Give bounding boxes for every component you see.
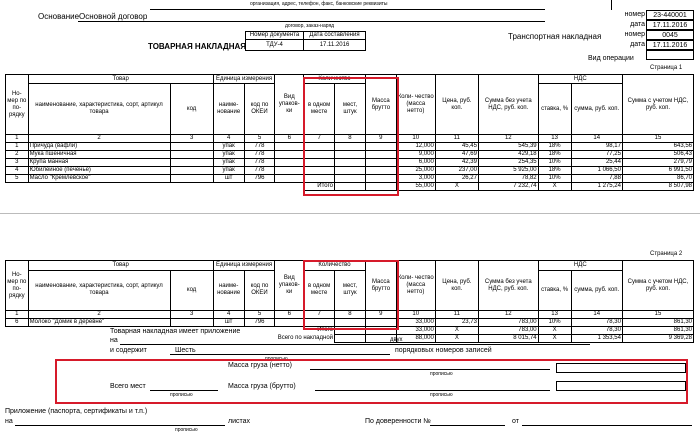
col-unit-name-header: наиме- нование — [213, 84, 244, 135]
colnum: 15 — [622, 311, 693, 319]
col-pack-header: Вид упаков- ки — [275, 75, 304, 135]
app-label: Приложение (паспорта, сертификаты и т.п.) — [5, 408, 148, 415]
cell-net: 25,000 — [396, 167, 435, 175]
cell-price: 45,45 — [435, 143, 478, 151]
col-sum-header: Сумма без учета НДС, руб. коп. — [478, 261, 538, 311]
col-vat-rate-header: ставка, % — [538, 270, 571, 310]
colnum: 10 — [396, 135, 435, 143]
col-gross-header: Масса брутто — [365, 261, 396, 311]
col-vat-sum-header: сумма, руб. коп. — [571, 84, 622, 135]
cell-okei: 796 — [244, 319, 275, 327]
net-mass-line — [310, 369, 550, 370]
table-2-grand-rate: X — [538, 335, 571, 343]
table-2-grand-vat: 1 353,54 — [571, 335, 622, 343]
cell-net: 3,000 — [396, 175, 435, 183]
rb-value-4: 17.11.2016 — [646, 40, 694, 50]
from-line — [522, 425, 692, 426]
org-caption: организация, адрес, телефон, факс, банковские реквизиты — [250, 1, 388, 7]
six-word: Шесть — [175, 347, 196, 354]
page-2-label: Страница 2 — [650, 251, 683, 257]
col-goods-name-header: наименование, характеристика, сорт, артикул товара — [28, 270, 170, 310]
colnum: 11 — [435, 311, 478, 319]
cell-n: 3 — [6, 159, 29, 167]
propis-caption-5: прописью — [175, 427, 198, 433]
col-pack-header: Вид упаков- ки — [275, 261, 304, 311]
cell-total: 6 991,50 — [622, 167, 693, 175]
col-unit-header: Единица измерения — [213, 261, 275, 271]
proxy-line — [430, 425, 505, 426]
col-goods-header: Товар — [28, 261, 213, 271]
cell-rate: 18% — [538, 167, 571, 175]
cell-net: 9,000 — [396, 151, 435, 159]
colnum: 9 — [365, 311, 396, 319]
doc-date-label: Дата составления — [304, 32, 366, 40]
cell-n: 4 — [6, 167, 29, 175]
sheets-label: листах — [228, 418, 251, 425]
col-vat-rate-header: ставка, % — [538, 84, 571, 135]
waybill-label: Транспортная накладная — [508, 32, 602, 41]
rb-label-2: дата — [630, 21, 645, 28]
page-1-label: Страница 1 — [650, 65, 683, 71]
col-qty-header: Количество — [304, 75, 366, 84]
highlight-quantity-2 — [303, 260, 399, 330]
records-label: порядковых номеров записей — [395, 347, 492, 354]
rb-label-3: номер — [624, 31, 645, 38]
colnum: 14 — [571, 135, 622, 143]
cell-vat: 77,25 — [571, 151, 622, 159]
cell-unit: шт — [213, 175, 244, 183]
doc-number-label: Номер документа — [246, 32, 304, 40]
attach-label: Товарная накладная имеет приложение — [110, 328, 241, 335]
col-qty-places-header: мест, штук — [335, 270, 366, 310]
cell-rate: 18% — [538, 151, 571, 159]
colnum: 4 — [213, 311, 244, 319]
cell-sum: 254,35 — [478, 159, 538, 167]
colnum: 1 — [6, 311, 29, 319]
cell-unit: упак — [213, 167, 244, 175]
table-2-total-vat: 78,30 — [571, 327, 622, 335]
op-type-label: Вид операции — [588, 55, 634, 62]
col-gross-header: Масса брутто — [365, 75, 396, 135]
net-mass-box — [556, 363, 686, 373]
cell-sum: 429,18 — [478, 151, 538, 159]
colnum: 5 — [244, 135, 275, 143]
colnum: 2 — [28, 311, 170, 319]
cell-price: 237,00 — [435, 167, 478, 175]
cell-net: 12,000 — [396, 143, 435, 151]
cell-price: 47,69 — [435, 151, 478, 159]
doc-date-value: 17.11.2016 — [304, 40, 366, 51]
colnum: 3 — [170, 311, 213, 319]
cell-vat: 98,17 — [571, 143, 622, 151]
table-1-total-net: 55,000 — [396, 183, 435, 191]
basis-line — [78, 21, 545, 22]
attach-na: на — [110, 337, 118, 344]
cell-okei: 796 — [244, 175, 275, 183]
col-goods-code-header: код — [170, 84, 213, 135]
colnum: 12 — [478, 135, 538, 143]
doc-number-value: ТДУ-4 — [246, 40, 304, 51]
doc-number-box — [245, 31, 366, 51]
rb-value-1: 23-440001 — [646, 10, 694, 20]
colnum: 6 — [275, 311, 304, 319]
table-2-total-total: 861,30 — [622, 327, 693, 335]
colnum: 5 — [244, 311, 275, 319]
colnum: 11 — [435, 135, 478, 143]
propis-caption-4: прописью — [430, 392, 453, 398]
rb-value-2: 17.11.2016 — [646, 20, 694, 30]
table-2-grand-price: X — [435, 335, 478, 343]
app-na: на — [5, 418, 13, 425]
cell-rate: 10% — [538, 175, 571, 183]
colnum: 7 — [304, 311, 335, 319]
colnum: 12 — [478, 311, 538, 319]
cell-pack — [275, 143, 304, 151]
from-label: от — [512, 418, 519, 425]
cell-total: 643,56 — [622, 143, 693, 151]
attach-line — [120, 344, 590, 345]
highlight-quantity-1 — [303, 77, 399, 196]
cell-sum: 545,39 — [478, 143, 538, 151]
cell-n: 1 — [6, 143, 29, 151]
col-vat-header: НДС — [538, 75, 622, 84]
cell-okei: 778 — [244, 159, 275, 167]
rb-value-3: 0045 — [646, 30, 694, 40]
table-1-total-sum: 7 232,74 — [478, 183, 538, 191]
colnum: 7 — [304, 135, 335, 143]
basis-label: Основание — [38, 12, 80, 21]
colnum: 2 — [28, 135, 170, 143]
cell-name: Молоко "Домик в деревне" — [28, 319, 170, 327]
cell-code — [170, 151, 213, 159]
table-1-total-price: X — [435, 183, 478, 191]
col-vat-header: НДС — [538, 261, 622, 271]
cell-sum: 5 925,00 — [478, 167, 538, 175]
cell-n: 5 — [6, 175, 29, 183]
col-goods-code-header: код — [170, 270, 213, 310]
col-unit-header: Единица измерения — [213, 75, 275, 84]
col-qty-header: Количество — [304, 261, 366, 271]
col-num-header: Но- мер по по- рядку — [6, 261, 29, 311]
cell-total: 506,43 — [622, 151, 693, 159]
cell-pack — [275, 319, 304, 327]
cell-name: Крупа манная — [28, 159, 170, 167]
cell-okei: 778 — [244, 167, 275, 175]
table-2-grand-label: Всего по накладной — [277, 335, 334, 341]
cell-vat: 25,44 — [571, 159, 622, 167]
table-2-total-sum: 783,00 — [478, 327, 538, 335]
table-2-grand-row — [6, 335, 694, 343]
rb-value-5 — [646, 50, 694, 60]
cell-pack — [275, 159, 304, 167]
table-2-total-net: 33,000 — [396, 327, 435, 335]
col-vat-sum-header: сумма, руб. коп. — [571, 270, 622, 310]
colnum: 13 — [538, 311, 571, 319]
table-2-total-rate: X — [538, 327, 571, 335]
col-goods-header: Товар — [28, 75, 213, 84]
table-1-total-total: 8 507,98 — [622, 183, 693, 191]
cell-price: 42,39 — [435, 159, 478, 167]
cell-code — [170, 319, 213, 327]
cell-pack — [275, 151, 304, 159]
cell-code — [170, 143, 213, 151]
table-2-grand-total: 9 369,28 — [622, 335, 693, 343]
table-2-total-price: X — [435, 327, 478, 335]
col-qty-places-header: мест, штук — [335, 84, 366, 135]
cell-vat: 78,30 — [571, 319, 622, 327]
gross-mass-line — [315, 390, 550, 391]
cell-code — [170, 159, 213, 167]
cell-rate: 10% — [538, 319, 571, 327]
cell-name: Юбилейное (печенье) — [28, 167, 170, 175]
cell-total: 861,30 — [622, 319, 693, 327]
cell-unit: упак — [213, 151, 244, 159]
col-sum-header: Сумма без учета НДС, руб. коп. — [478, 75, 538, 135]
gross-mass-label: Масса груза (брутто) — [228, 383, 296, 390]
contains-label: и содержит — [110, 347, 147, 354]
colnum: 1 — [6, 135, 29, 143]
col-total-header: Сумма с учетом НДС, руб. коп. — [622, 261, 693, 311]
cell-name: Масло "Кремлевское" — [28, 175, 170, 183]
colnum: 9 — [365, 135, 396, 143]
attach-sheets-word: двух — [390, 337, 403, 343]
gross-mass-box — [556, 381, 686, 391]
col-unit-name-header: наиме- нование — [213, 270, 244, 310]
cell-pack — [275, 175, 304, 183]
col-price-header: Цена, руб. коп. — [435, 75, 478, 135]
colnum: 10 — [396, 311, 435, 319]
cell-total: 86,70 — [622, 175, 693, 183]
colnum: 4 — [213, 135, 244, 143]
colnum: 3 — [170, 135, 213, 143]
cell-total: 279,79 — [622, 159, 693, 167]
propis-caption-3: прописью — [170, 392, 193, 398]
colnum: 6 — [275, 135, 304, 143]
cell-sum: 78,82 — [478, 175, 538, 183]
cell-rate: 10% — [538, 159, 571, 167]
cell-n: 2 — [6, 151, 29, 159]
col-qty-one-header: в одном месте — [304, 270, 335, 310]
cell-code — [170, 167, 213, 175]
cell-unit: упак — [213, 159, 244, 167]
document-title: ТОВАРНАЯ НАКЛАДНАЯ — [148, 42, 247, 51]
col-num-header: Но- мер по по- рядку — [6, 75, 29, 135]
table-1-total-label: Итого — [304, 183, 335, 191]
col-net-header: Коли- чество (масса нетто) — [396, 75, 435, 135]
colnum: 15 — [622, 135, 693, 143]
rb-label-1: номер — [624, 11, 645, 18]
cell-rate: 18% — [538, 143, 571, 151]
cell-sum: 783,00 — [478, 319, 538, 327]
cell-price: 26,27 — [435, 175, 478, 183]
table-2-grand-net: 88,000 — [396, 335, 435, 343]
cell-pack — [275, 167, 304, 175]
cell-name: Мука пшеничная — [28, 151, 170, 159]
cell-unit: шт — [213, 319, 244, 327]
net-mass-label: Масса груза (нетто) — [228, 362, 292, 369]
col-total-header: Сумма с учетом НДС, руб. коп. — [622, 75, 693, 135]
basis-value: Основной договор — [79, 12, 148, 21]
cell-n: 6 — [6, 319, 29, 327]
places-label: Всего мест — [110, 383, 146, 390]
cell-unit: упак — [213, 143, 244, 151]
rb-label-4: дата — [630, 41, 645, 48]
table-2-total-label: Итого — [317, 327, 334, 334]
org-line — [150, 9, 545, 10]
table-2-grand-sum: 8 015,74 — [478, 335, 538, 343]
table-1-total-vat: 1 275,24 — [571, 183, 622, 191]
col-net-header: Коли- чество (масса нетто) — [396, 261, 435, 311]
col-unit-okei-header: код по ОКЕИ — [244, 270, 275, 310]
col-goods-name-header: наименование, характеристика, сорт, артикул товара — [28, 84, 170, 135]
colnum: 8 — [335, 135, 366, 143]
col-price-header: Цена, руб. коп. — [435, 261, 478, 311]
rb-edge — [611, 0, 613, 10]
app-line — [15, 425, 225, 426]
cell-okei: 778 — [244, 143, 275, 151]
cell-net: 33,000 — [396, 319, 435, 327]
colnum: 13 — [538, 135, 571, 143]
cell-okei: 778 — [244, 151, 275, 159]
propis-caption-2: прописью — [430, 371, 453, 377]
colnum: 8 — [335, 311, 366, 319]
basis-caption: договор, заказ-наряд — [285, 23, 335, 29]
cell-vat: 7,88 — [571, 175, 622, 183]
proxy-label: По доверенности № — [365, 418, 431, 425]
cell-price: 23,73 — [435, 319, 478, 327]
cell-vat: 1 066,50 — [571, 167, 622, 175]
page-divider — [0, 213, 700, 214]
places-line — [150, 390, 218, 391]
table-1-total-rate: X — [538, 183, 571, 191]
col-unit-okei-header: код по ОКЕИ — [244, 84, 275, 135]
contains-line — [170, 354, 390, 355]
cell-name: Причуда (вафли) — [28, 143, 170, 151]
propis-caption-1: прописью — [265, 356, 288, 362]
colnum: 14 — [571, 311, 622, 319]
col-qty-one-header: в одном месте — [304, 84, 335, 135]
cell-net: 6,000 — [396, 159, 435, 167]
cell-code — [170, 175, 213, 183]
